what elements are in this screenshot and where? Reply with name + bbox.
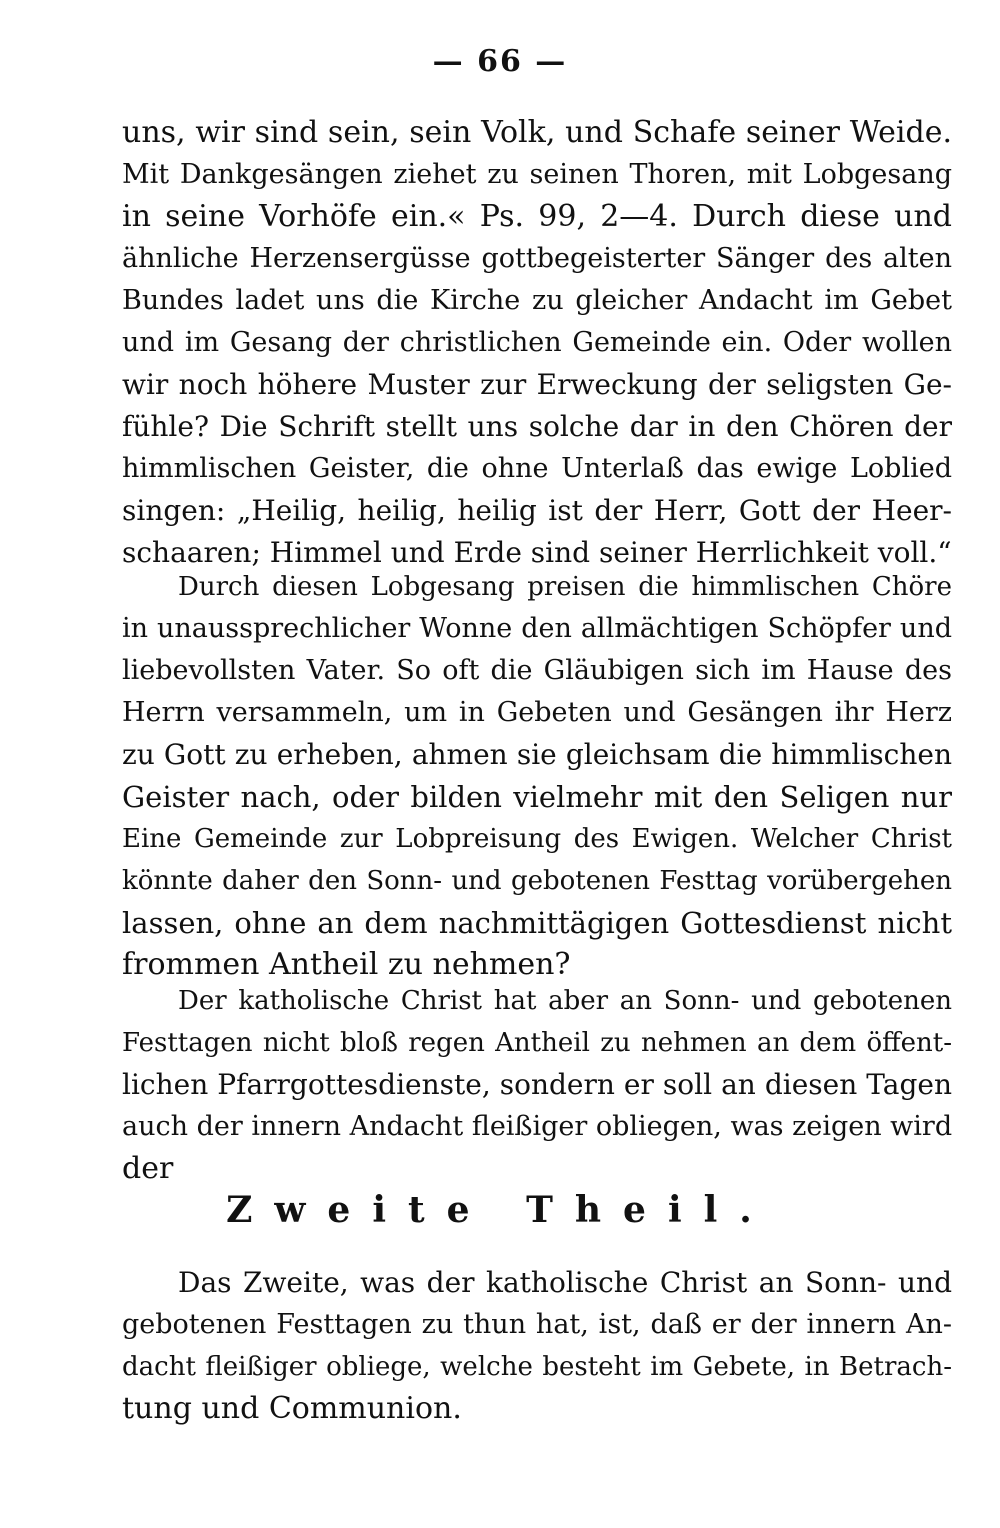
text-line: Der katholische Christ hat aber an Sonn- und gebotenen xyxy=(178,986,952,1016)
paragraph-3 xyxy=(122,980,952,1190)
text-line: Eine Gemeinde zur Lobpreisung des Ewigen. Welcher Christ xyxy=(122,824,952,854)
section-heading: Zweite Theil. xyxy=(226,1189,774,1231)
text-line: wir noch höhere Muster zur Erweckung der seligsten Ge- xyxy=(122,368,952,401)
text-line: Festtagen nicht bloß regen Antheil zu nehmen an dem öffent- xyxy=(122,1028,952,1058)
paragraph-1 xyxy=(122,112,952,574)
text-line: Geister nach, oder bilden vielmehr mit den Seligen nur xyxy=(122,780,952,814)
text-line: fühle? Die Schrift stellt uns solche dar in den Chören der xyxy=(122,410,952,443)
text-line: zu Gott zu erheben, ahmen sie gleichsam die himmlischen xyxy=(122,738,952,771)
text-line: tung und Communion. xyxy=(122,1391,462,1426)
text-line: und im Gesang der christlichen Gemeinde ein. Oder wollen xyxy=(122,327,952,358)
text-line: in seine Vorhöfe ein.« Ps. 99, 2—4. Durch diese und xyxy=(122,199,952,234)
text-line: gebotenen Festtagen zu thun hat, ist, daß er der innern An- xyxy=(122,1309,952,1340)
page-number: — 66 — xyxy=(432,44,568,79)
paragraph-2 xyxy=(122,566,952,986)
text-line: Bundes ladet uns die Kirche zu gleicher Andacht im Gebet xyxy=(122,285,952,316)
text-line: lichen Pfarrgottesdienste, sondern er soll an diesen Tagen xyxy=(122,1068,952,1101)
text-line: schaaren; Himmel und Erde sind seiner Herrlichkeit voll.“ xyxy=(122,536,952,569)
text-line: dacht fleißiger obliege, welche besteht im Gebete, in Betrach- xyxy=(122,1352,952,1382)
text-line: auch der innern Andacht fleißiger obliegen, was zeigen wird xyxy=(122,1111,952,1142)
text-line: singen: „Heilig, heilig, heilig ist der Herr, Gott der Heer- xyxy=(122,494,952,527)
text-line: lassen, ohne an dem nachmittägigen Gottesdienst nicht xyxy=(122,906,952,940)
text-line: Herrn versammeln, um in Gebeten und Gesängen ihr Herz xyxy=(122,697,952,728)
text-line: der xyxy=(122,1151,174,1186)
text-line: Mit Dankgesängen ziehet zu seinen Thoren, mit Lobgesang xyxy=(122,159,952,190)
text-line: frommen Antheil zu nehmen? xyxy=(122,947,571,982)
text-line: könnte daher den Sonn- und gebotenen Festtag vorübergehen xyxy=(122,866,952,896)
text-line: himmlischen Geister, die ohne Unterlaß das ewige Loblied xyxy=(122,453,952,484)
text-line: liebevollsten Vater. So oft die Gläubigen sich im Hause des xyxy=(122,655,952,686)
text-line: ähnliche Herzensergüsse gottbegeisterter Sänger des alten xyxy=(122,243,952,274)
text-line: Durch diesen Lobgesang preisen die himmlischen Chöre xyxy=(178,572,952,602)
text-line: uns, wir sind sein, sein Volk, und Schafe seiner Weide. xyxy=(122,115,952,150)
paragraph-4 xyxy=(122,1262,952,1430)
text-line: in unaussprechlicher Wonne den allmächtigen Schöpfer und xyxy=(122,613,952,644)
text-line: Das Zweite, was der katholische Christ an Sonn- und xyxy=(178,1266,952,1299)
